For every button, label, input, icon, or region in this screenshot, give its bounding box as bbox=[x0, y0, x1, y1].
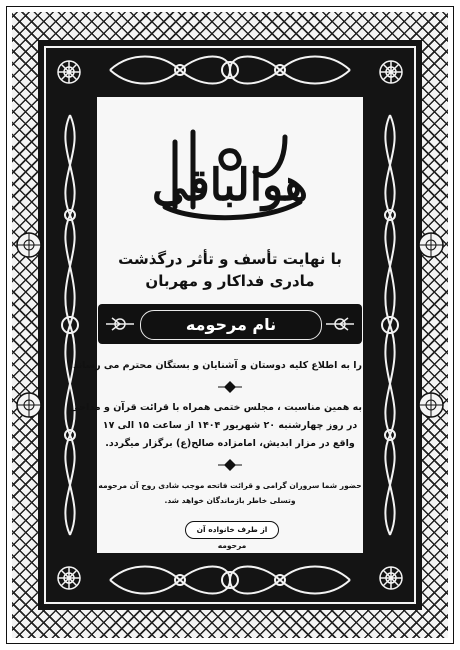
side-medallion-icon bbox=[416, 230, 446, 260]
deceased-name: نام مرحومه bbox=[140, 310, 322, 340]
banner-ornament-icon bbox=[104, 314, 136, 334]
family-signature: از طرف خانواده آن مرحومه bbox=[185, 521, 279, 539]
banner-ornament-icon bbox=[324, 314, 356, 334]
corner-rosette-icon bbox=[55, 58, 83, 86]
diamond-divider-icon bbox=[100, 381, 360, 393]
announcement-text: را به اطلاع کلیه دوستان و آشنایان و بستگان محترم می رساند. bbox=[69, 360, 362, 371]
top-floral-ornament-icon bbox=[100, 50, 360, 90]
side-medallion-icon bbox=[14, 390, 44, 420]
corner-rosette-icon bbox=[55, 564, 83, 592]
side-medallion-icon bbox=[14, 230, 44, 260]
ceremony-line-1: به همین مناسبت ، مجلس ختمی همراه با قرائت قرآن و مداحی bbox=[69, 402, 362, 413]
diamond-divider-icon bbox=[100, 459, 360, 471]
closing-line-2: وتسلی خاطر بازماندگان خواهد شد. bbox=[164, 496, 296, 505]
corner-rosette-icon bbox=[377, 58, 405, 86]
bottom-floral-ornament-icon bbox=[100, 560, 360, 600]
ceremony-line-3: واقع در مزار ابدیش، امامزاده صالح(ع) برگزار میگردد. bbox=[105, 438, 355, 449]
right-floral-ornament-icon bbox=[372, 110, 408, 540]
headline-line-1: با نهایت تأسف و تأثر درگذشت bbox=[118, 250, 342, 268]
corner-rosette-icon bbox=[377, 564, 405, 592]
ceremony-line-2: در روز چهارشنبه ۲۰ شهریور ۱۴۰۴ از ساعت ۱۵ الی ۱۷ bbox=[102, 420, 358, 431]
left-floral-ornament-icon bbox=[52, 110, 88, 540]
headline-line-2: مادری فداکار و مهربان bbox=[145, 272, 315, 290]
side-medallion-icon bbox=[416, 390, 446, 420]
closing-line-1: حضور شما سروران گرامی و قرائت فاتحه موجب شادی روح آن مرحومه bbox=[98, 481, 362, 490]
page-title: هوالباقی bbox=[152, 160, 308, 211]
